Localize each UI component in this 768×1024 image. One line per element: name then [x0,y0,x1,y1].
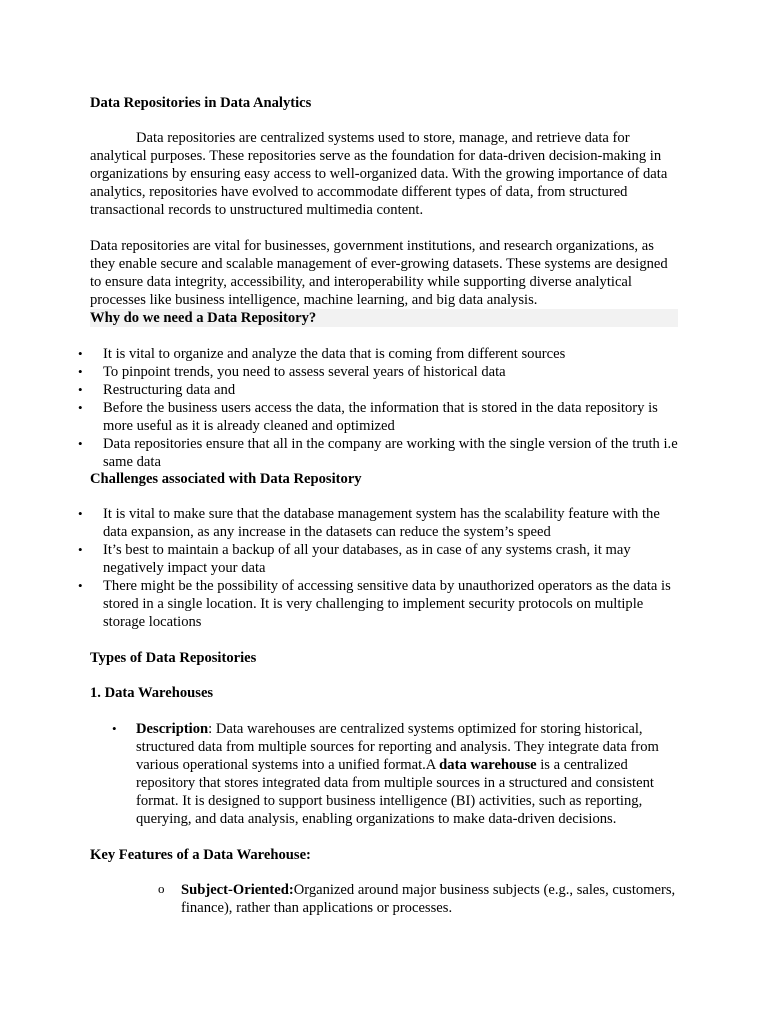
bullet-icon: • [78,542,83,557]
warehouse-heading: 1. Data Warehouses [90,685,214,701]
why-list [0,345,680,471]
bullet-icon: • [78,436,83,451]
list-item: • To pinpoint trends, you need to assess several years of historical data [78,364,506,380]
bullet-icon: • [78,400,83,415]
list-item: o Subject-Oriented:Organized around major business subjects (e.g., sales, customers, finance), rather than applications or processes. [158,881,676,916]
why-heading: Why do we need a Data Repository? [90,309,678,327]
list-item: • Description: Data warehouses are centralized systems optimized for storing historical, structured data from multiple sources for reporting and analysis. They integrate data from various operational systems into a unified format.A data warehouse is a centralized repository that stores integrated data from multiple sources in a structured and consistent format. It is designed to support business intelligence (BI) activities, such as reporting, querying, and data analysis, enabling organizations to make data-driven decisions. [112,721,659,827]
document-title: Data Repositories in Data Analytics [90,95,312,111]
list-item: • There might be the possibility of accessing sensitive data by unauthorized operators as the data is stored in a single location. It is very challenging to implement security protocols on multiple storage locations [78,578,671,630]
types-heading: Types of Data Repositories [90,650,257,666]
data-warehouse-term: data warehouse [439,757,537,773]
bullet-icon: • [78,346,83,361]
challenges-heading: Challenges associated with Data Repository [90,471,362,487]
bullet-icon: • [112,721,117,736]
intro-paragraph-2: Data repositories are vital for businesses, government institutions, and research organizations, as they enable secure and scalable management of ever-growing datasets. These systems are designed to ensure data integrity, accessibility, and interoperability while supporting diverse analytical processes like business intelligence, machine learning, and big data analysis. [90,238,668,308]
list-item: • It is vital to organize and analyze the data that is coming from different sources [78,346,566,362]
bullet-icon: • [78,506,83,521]
list-item: • It’s best to maintain a backup of all your databases, as in case of any systems crash, it may negatively impact your data [78,542,631,576]
challenges-list [0,505,680,631]
circle-bullet-icon: o [158,881,165,896]
bullet-icon: • [78,578,83,593]
list-item: • Before the business users access the data, the information that is stored in the data repository is more useful as it is already cleaned and optimized [78,400,658,434]
description-label: Description [136,721,209,737]
list-item: • Restructuring data and [78,382,236,398]
list-item: • Data repositories ensure that all in the company are working with the single version of the truth i.e same data [78,436,678,470]
features-list [0,881,680,917]
features-heading: Key Features of a Data Warehouse: [90,847,311,863]
bullet-icon: • [78,382,83,397]
intro-paragraph-1: Data repositories are centralized systems used to store, manage, and retrieve data for analytical purposes. These repositories serve as the foundation for data-driven decision-making in organizations by ensuring easy access to well-organized data. With the growing importance of data analytics, repositories have evolved to accommodate different types of data, from structured transactional records to unstructured multimedia content. [90,130,668,218]
list-item: • It is vital to make sure that the database management system has the scalability feature with the data expansion, as any increase in the datasets can reduce the system’s speed [78,506,660,540]
warehouse-list [0,720,680,828]
bullet-icon: • [78,364,83,379]
subject-oriented-label: Subject-Oriented: [181,882,294,898]
